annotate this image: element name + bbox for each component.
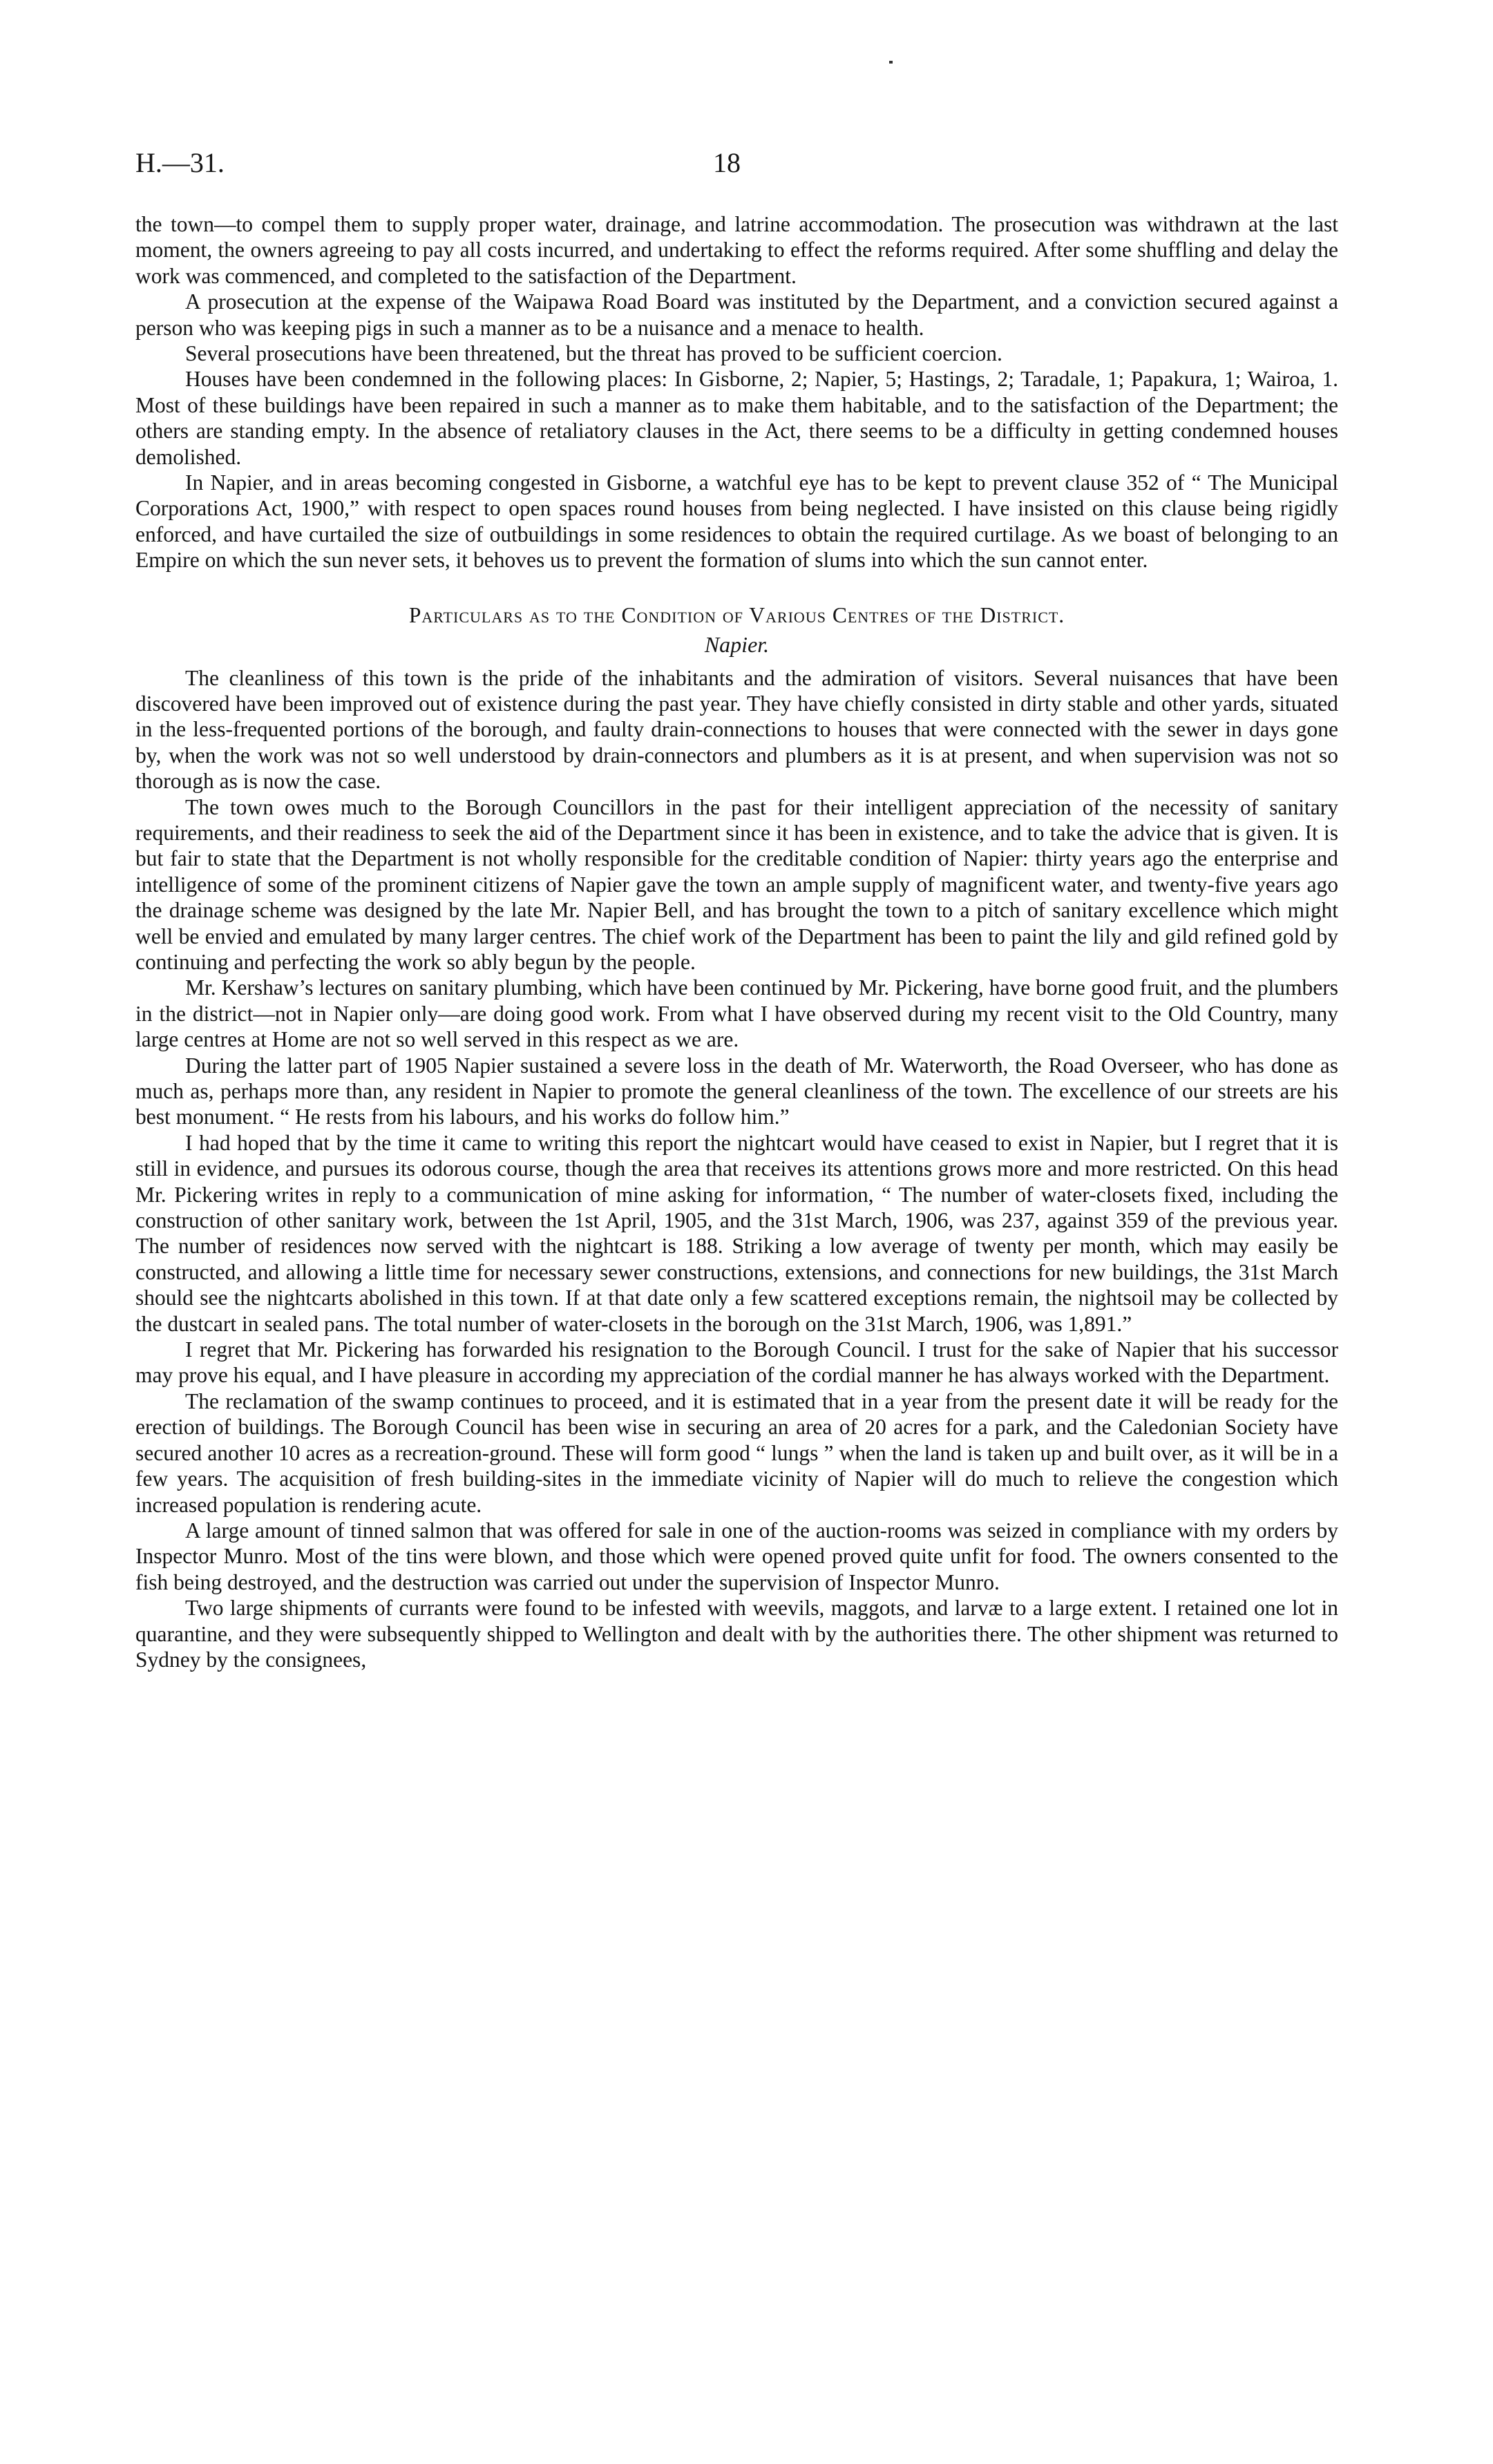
paragraph: Several prosecutions have been threatened, but the threat has proved to be sufficient coercion. [185,341,1002,366]
paragraph: The town owes much to the Borough Councillors in the past for their intelligent appreciation of the necessity of sanitary requirements, and their readiness to seek the aid of the Department since it has been in existence, and to take the advice that is given. It is but fair to state that the Department is not wholly responsible for the creditable condition of Napier: thirty years ago the enterprise and intelligence of some of the prominent citizens of Napier gave the town an ample supply of magnificent water, and twenty-five years ago the drainage scheme was designed by the late Mr. Napier Bell, and has brought the town to a pitch of sanitary excellence which might well be envied and emulated by many larger centres. The chief work of the Department has been to paint the lily and gild refined gold by continuing and perfecting the work so ably begun by the people. [135,794,1338,974]
paragraph: Houses have been condemned in the following places: In Gisborne, 2; Napier, 5; Hastings, 2; Taradale, 1; Papakura, 1; Wairoa, 1. Most of these buildings have been repaired in such a manner as to make them habitable, and to the satisfaction of the Department; the others are standing empty. In the absence of retaliatory clauses in the Act, there seems to be a difficulty in getting condemned houses demolished. [135,367,1338,469]
paragraph: A large amount of tinned salmon that was offered for sale in one of the auction-rooms was seized in compliance with my orders by Inspector Munro. Most of the tins were blown, and those which were opened proved quite unfit for food. The owners consented to the fish being destroyed, and the destruction was carried out under the supervision of Inspector Munro. [135,1518,1338,1594]
paragraph: The cleanliness of this town is the pride of the inhabitants and the admiration of visitors. Several nuisances that have been discovered have been improved out of existence during the past year. They have chiefly consisted in dirty stable and other yards, situated in the less-frequented portions of the borough, and faulty drain-connections to houses that were connected with the sewer in days gone by, when the work was not so well understood by drain-connectors and plumbers as it is at present, and when supervision was not so thorough as is now the case. [135,665,1338,794]
paragraph: The reclamation of the swamp continues to proceed, and it is estimated that in a year from the present date it will be ready for the erection of buildings. The Borough Council has been wise in securing an area of 20 acres for a park, and the Caledonian Society have secured another 10 acres as a recreation-ground. These will form good “ lungs ” when the land is taken up and built over, as it will be in a few years. The acquisition of fresh building-sites in the immediate vicinity of Napier will do much to relieve the congestion which increased population is rendering acute. [135,1388,1338,1517]
paragraph: the town—to compel them to supply proper water, drainage, and latrine accommodation. The prosecution was withdrawn at the last moment, the owners agreeing to pay all costs incurred, and undertaking to effect the reforms required. After some shuffling and delay the work was commenced, and completed to the satisfaction of the Department. [135,212,1338,288]
page-header [135,146,1338,188]
paragraph: A prosecution at the expense of the Waipawa Road Board was instituted by the Department, and a conviction secured against a person who was keeping pigs in such a manner as to be a nuisance and a menace to health. [135,289,1338,340]
body-text [135,211,1338,1672]
paragraph: I had hoped that by the time it came to writing this report the nightcart would have ceased to exist in Napier, but I regret that it is still in evidence, and pursues its odorous course, though the area that receives its attentions grows more and more restricted. On this head Mr. Pickering writes in reply to a communication of mine asking for information, “ The number of water-closets fixed, including the construction of other sanitary work, between the 1st April, 1905, and the 31st March, 1906, was 237, against 359 of the previous year. The number of residences now served with the nightcart is 188. Striking a low average of twenty per month, which may easily be constructed, and allowing a little time for necessary sewer constructions, extensions, and connections for new buildings, the 31st March should see the nightcarts abolished in this town. If at that date only a few scattered exceptions remain, the nightsoil may be collected by the dustcart in sealed pans. The total number of water-closets in the borough on the 31st March, 1906, was 1,891.” [135,1130,1338,1336]
section-heading: Particulars as to the Condition of Various Centres of the District. [408,602,1065,627]
sub-heading: Napier. [704,632,770,658]
paragraph: I regret that Mr. Pickering has forwarded his resignation to the Borough Council. I trust for the sake of Napier that his successor may prove his equal, and I have pleasure in according my appreciation of the cordial manner he has always worked with the Department. [135,1337,1338,1388]
paragraph: During the latter part of 1905 Napier sustained a severe loss in the death of Mr. Waterworth, the Road Overseer, who has done as much as, perhaps more than, any resident in Napier to promote the general cleanliness of the town. The excellence of our streets are his best monument. “ He rests from his labours, and his works do follow him.” [135,1053,1338,1129]
page-number: 18 [713,147,741,178]
paragraph: Mr. Kershaw’s lectures on sanitary plumbing, which have been continued by Mr. Pickering, have borne good fruit, and the plumbers in the district—not in Napier only—are doing good work. From what I have observed during my recent visit to the Old Country, many large centres at Home are not so well served in this respect as we are. [135,975,1338,1052]
document-id: H.—31. [135,147,225,178]
speck-mark [889,61,893,64]
paragraph: In Napier, and in areas becoming congested in Gisborne, a watchful eye has to be kept to prevent clause 352 of “ The Municipal Corporations Act, 1900,” with respect to open spaces round houses from being neglected. I have insisted on this clause being rigidly enforced, and have curtailed the size of outbuildings in some residences to obtain the required curtilage. As we boast of belonging to an Empire on which the sun never sets, it behoves us to prevent the formation of slums into which the sun cannot enter. [135,470,1338,573]
paragraph: Two large shipments of currants were found to be infested with weevils, maggots, and larvæ to a large extent. I retained one lot in quarantine, and they were subsequently shipped to Wellington and dealt with by the authorities there. The other shipment was returned to Sydney by the consignees, [135,1596,1338,1672]
